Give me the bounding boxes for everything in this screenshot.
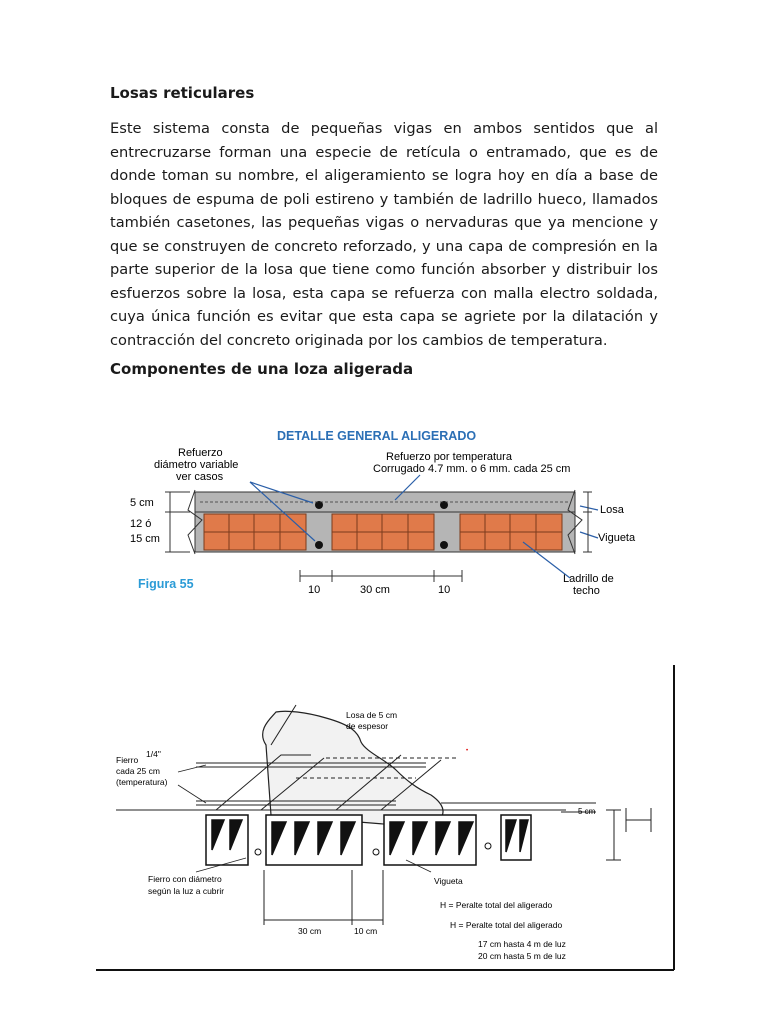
- rebar-dot: [315, 541, 323, 549]
- red-mark: •: [466, 748, 469, 754]
- hollow-block-2: [384, 815, 476, 865]
- case-1: 17 cm hasta 4 m de luz: [478, 939, 566, 949]
- dim-30cm: 30 cm: [360, 584, 390, 596]
- figure-title: DETALLE GENERAL ALIGERADO: [277, 429, 477, 443]
- diameter-label-2: según la luz a cubrir: [148, 886, 225, 896]
- brick-label-2: techo: [573, 585, 600, 597]
- hollow-block-left: [206, 815, 248, 865]
- hollow-block-right: [501, 815, 531, 860]
- dim-10cm: 10 cm: [354, 926, 378, 936]
- brick-label-1: Ladrillo de: [563, 573, 614, 585]
- h-definition-2: H = Peralte total del aligerado: [450, 920, 563, 930]
- rebar-label-1: Fierro: [116, 755, 139, 765]
- vigueta-label: Vigueta: [434, 876, 463, 886]
- h-symbol: H: [619, 813, 620, 814]
- brick-2: [332, 514, 434, 550]
- rebar-label-2: cada 25 cm: [116, 766, 160, 776]
- rebar-label-1: Refuerzo: [178, 447, 223, 459]
- rebar-fraction: 1/4": [146, 749, 161, 759]
- temp-label-1: Refuerzo por temperatura: [386, 451, 512, 463]
- vigueta-label: Vigueta: [598, 532, 636, 544]
- section-title: Losas reticulares: [110, 84, 255, 102]
- body-paragraph: Este sistema consta de pequeñas vigas en ambos sentidos que al entrecruzarse forman una especie de retícula o entramado, que es de donde toman su nombre, el aligeramiento se logra hoy en día a base de bloques de espuma de poli estireno y también de ladrillo hueco, llamados también casetones, las pequeñas vigas o nervaduras que ya mencione y que se construyen de concreto reforzado, y una capa de compresión en la parte superior de la losa que tiene como función absorber y distribuir los esfuerzos sobre la losa, esta capa se refuerza con malla electro soldada, cuya única función es evitar que esta capa se agriete por la dilatación y contracción del concreto originada por los cambios de temperatura.: [110, 120, 658, 349]
- rebar-label-3: ver casos: [176, 471, 224, 483]
- dim-10-left: 10: [308, 584, 321, 596]
- dim-10-right: 10: [438, 584, 451, 596]
- case-2: 20 cm hasta 5 m de luz: [478, 951, 566, 961]
- dim-5cm: 5 cm: [130, 497, 154, 509]
- dim-30cm: 30 cm: [298, 926, 322, 936]
- rebar-label-2: diámetro variable: [154, 459, 239, 471]
- isometric-figure: [96, 660, 678, 975]
- rebar-dot: [440, 541, 448, 549]
- slab-label-2: de espesor: [346, 721, 389, 731]
- rebar-label-3: (temperatura): [116, 777, 168, 787]
- section-subtitle: Componentes de una loza aligerada: [110, 360, 414, 378]
- hollow-block-1: [266, 815, 362, 865]
- slab-label-1: Losa de 5 cm: [346, 710, 398, 720]
- brick-3: [460, 514, 562, 550]
- dim-12-2: 15 cm: [130, 533, 160, 545]
- losa-label: Losa: [600, 504, 624, 516]
- dim-12-1: 12 ó: [130, 518, 152, 530]
- dim-5cm: 5 cm: [578, 807, 596, 816]
- temp-label-2: Corrugado 4.7 mm. o 6 mm. cada 25 cm: [373, 463, 571, 475]
- figure-number: Figura 55: [138, 577, 194, 591]
- diameter-label-1: Fierro con diámetro: [148, 874, 222, 884]
- detail-figure: [120, 420, 636, 605]
- h-definition-1: H = Peralte total del aligerado: [440, 900, 553, 910]
